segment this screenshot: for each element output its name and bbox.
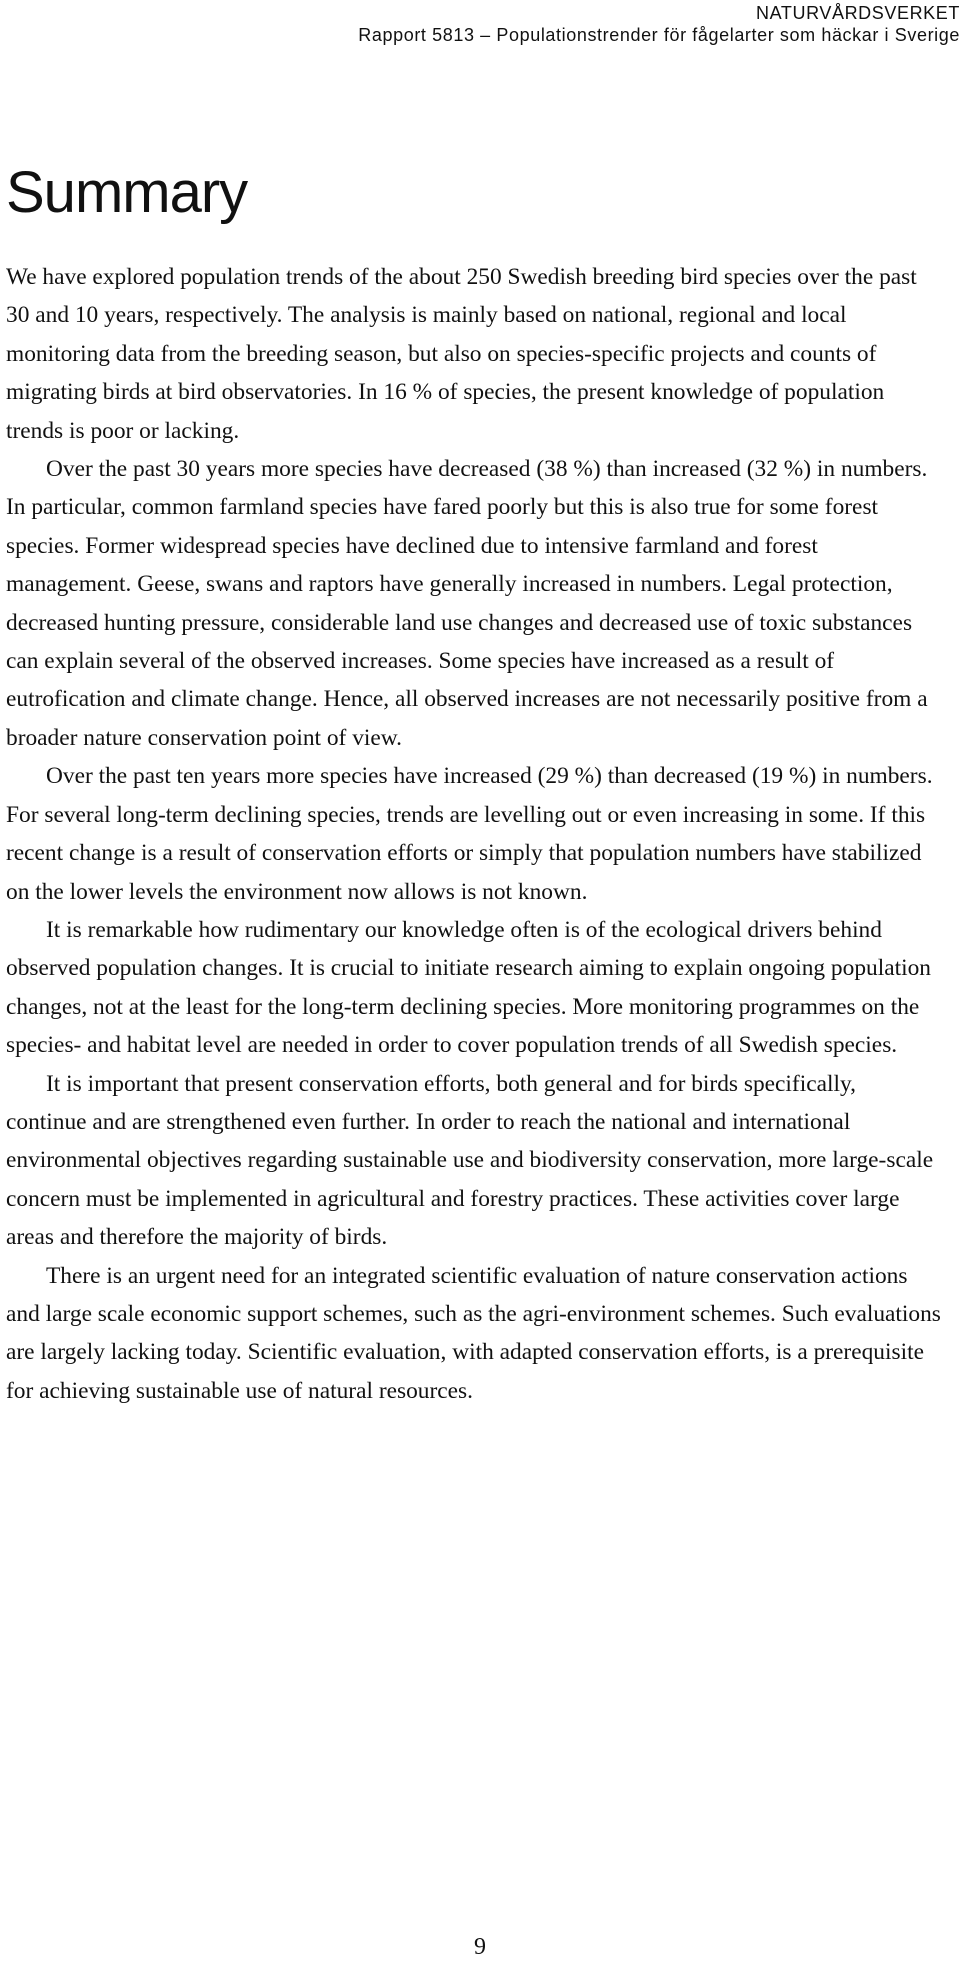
summary-body xyxy=(6,258,941,1410)
header-organization: NATURVÅRDSVERKET xyxy=(756,3,960,23)
paragraph-intro: We have explored population trends of the about 250 Swedish breeding bird species over the past 30 and 10 years, respectively. The analysis is mainly based on national, regional and local monitoring data from the breeding season, but also on species-specific projects and counts of migrating birds at bird observatories. In 16 % of species, the present knowledge of population trends is poor or lacking. xyxy=(6,264,917,444)
header-report-title: Rapport 5813 – Populationstrender för fågelarter som häckar i Sverige xyxy=(358,25,960,45)
paragraph-knowledge-gaps: It is remarkable how rudimentary our knowledge often is of the ecological drivers behind observed population changes. It is crucial to initiate research aiming to explain ongoing population changes, not at the least for the long-term declining species. More monitoring programmes on the species- and habitat level are needed in order to cover population trends of all Swedish species. xyxy=(6,916,931,1059)
paragraph-evaluation-need: There is an urgent need for an integrated scientific evaluation of nature conservation actions and large scale economic support schemes, such as the agri-environment schemes. Such evaluations are largely lacking today. Scientific evaluation, with adapted conservation efforts, is a prerequisite for achieving sustainable use of natural resources. xyxy=(6,1262,941,1404)
paragraph-conservation-efforts: It is important that present conservation efforts, both general and for birds specifically, continue and are strengthened even further. In order to reach the national and international environmental objectives regarding sustainable use and biodiversity conservation, more large-scale concern must be implemented in agricultural and forestry practices. These activities cover large areas and therefore the majority of birds. xyxy=(6,1070,934,1251)
page-title: Summary xyxy=(6,160,248,225)
paragraph-10-year-trends: Over the past ten years more species have increased (29 %) than decreased (19 %) in numbers. For several long-term declining species, trends are levelling out or even increasing in some. If this recent change is a result of conservation efforts or simply that population numbers have stabilized on the lower levels the environment now allows is not known. xyxy=(6,763,933,905)
paragraph-30-year-trends: Over the past 30 years more species have decreased (38 %) than increased (32 %) in numbers. In particular, common farmland species have fared poorly but this is also true for some forest species. Former widespread species have declined due to intensive farmland and forest management. Geese, swans and raptors have generally increased in numbers. Legal protection, decreased hunting pressure, considerable land use changes and decreased use of toxic substances can explain several of the observed increases. Some species have increased as a result of eutrofication and climate change. Hence, all observed increases are not necessarily positive from a broader nature conservation point of view. xyxy=(6,456,928,751)
page-number: 9 xyxy=(474,1934,486,1960)
running-header xyxy=(0,0,960,46)
